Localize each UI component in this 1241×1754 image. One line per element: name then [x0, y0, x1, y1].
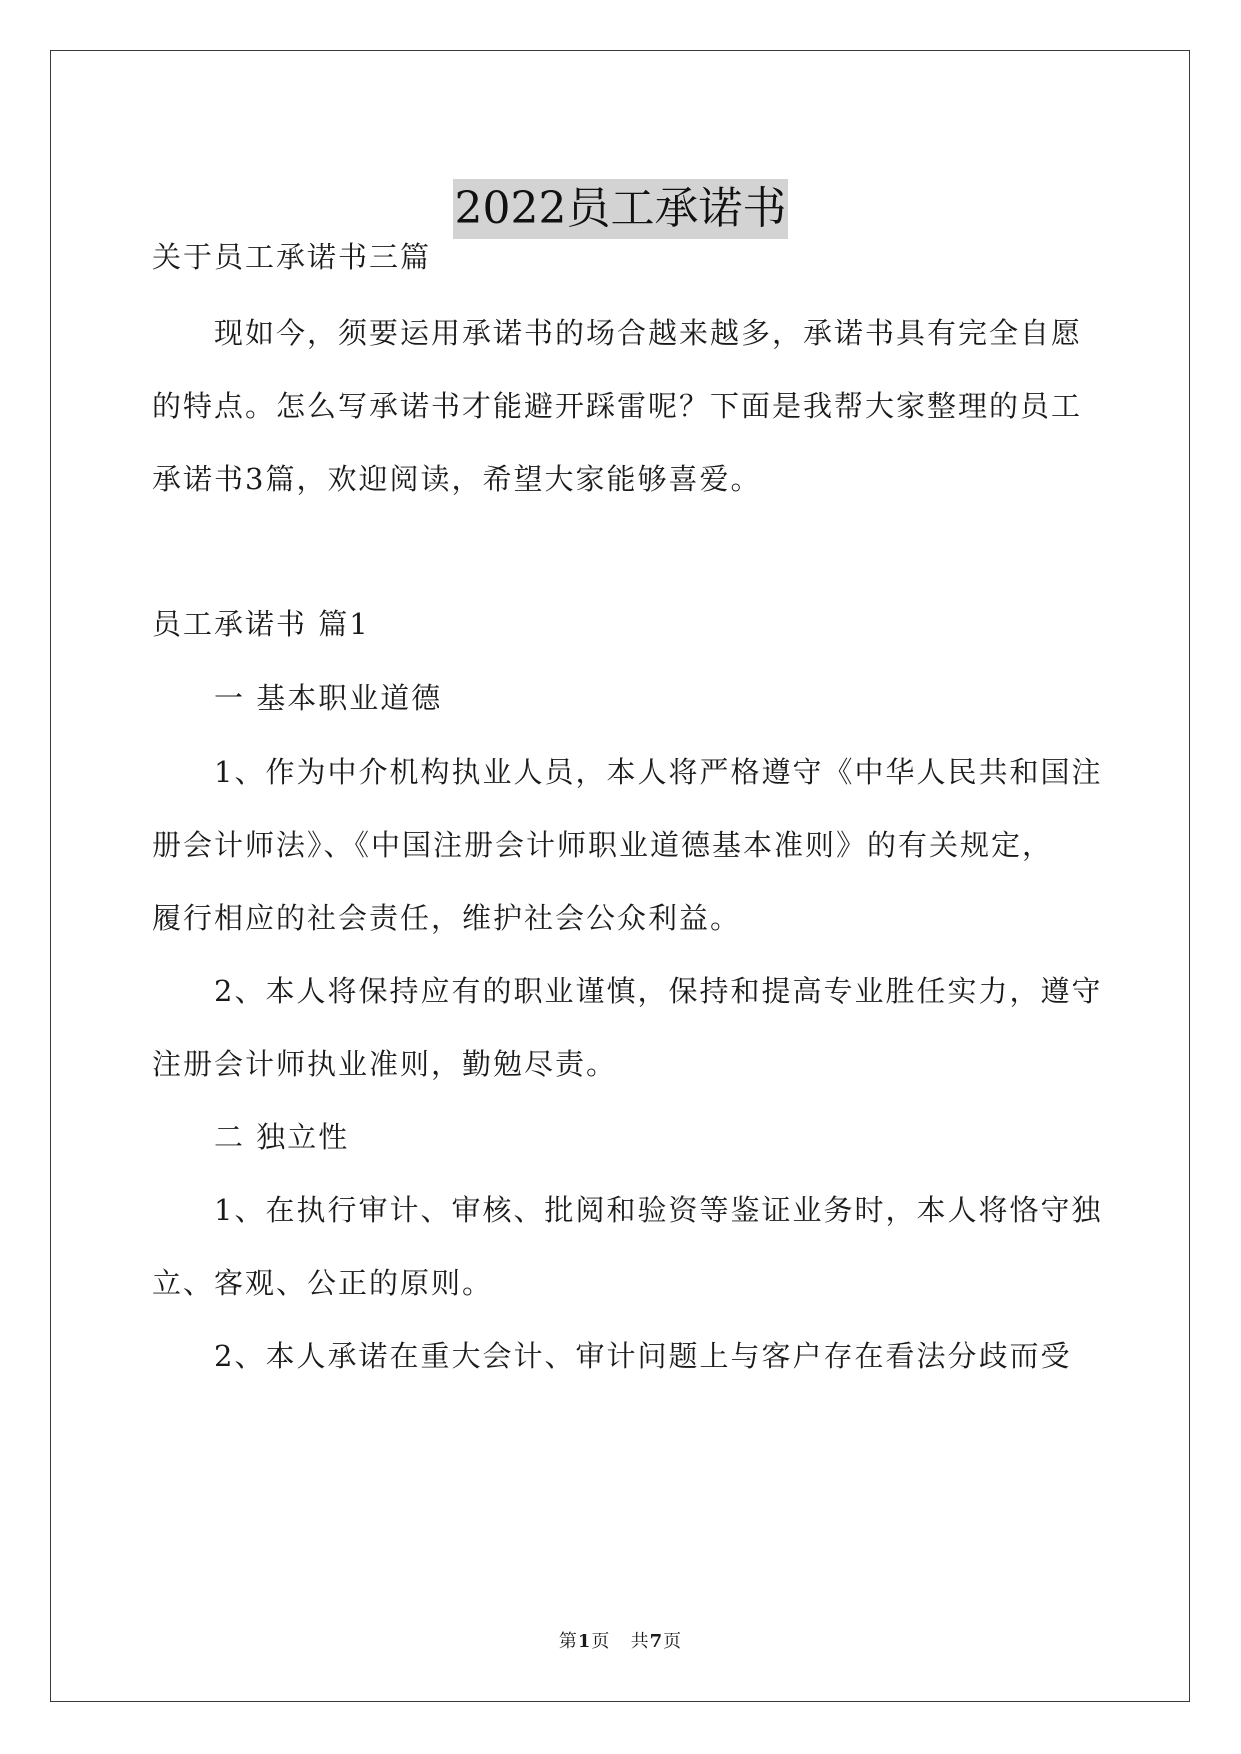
part-heading: 一 基本职业道德 — [214, 681, 443, 715]
intro-line: 承诺书3篇，欢迎阅读，希望大家能够喜爱。 — [152, 462, 762, 496]
intro-line: 现如今，须要运用承诺书的场合越来越多，承诺书具有完全自愿 — [214, 316, 1083, 350]
paragraph-line: 2、本人承诺在重大会计、审计问题上与客户存在看法分歧而受 — [214, 1339, 1072, 1373]
page-border — [50, 50, 1190, 1702]
section-heading: 员工承诺书 篇1 — [152, 607, 370, 641]
page-prefix: 第 — [558, 1631, 578, 1652]
paragraph-line: 履行相应的社会责任，维护社会公众利益。 — [152, 901, 742, 935]
paragraph-line: 册会计师法》、《中国注册会计师职业道德基本准则》的有关规定， — [152, 828, 1054, 862]
paragraph-line: 2、本人将保持应有的职业谨慎，保持和提高专业胜任实力，遵守 — [214, 974, 1103, 1008]
paragraph-line: 注册会计师执业准则，勤勉尽责。 — [152, 1047, 618, 1081]
page-suffix: 页 — [591, 1631, 611, 1652]
page-number: 1 — [577, 1631, 592, 1652]
intro-line: 的特点。怎么写承诺书才能避开踩雷呢？下面是我帮大家整理的员工 — [152, 389, 1083, 423]
part-heading: 二 独立性 — [214, 1120, 350, 1154]
paragraph-line: 1、在执行审计、审核、批阅和验资等鉴证业务时，本人将恪守独 — [214, 1193, 1103, 1227]
document-subtitle: 关于员工承诺书三篇 — [152, 240, 432, 274]
page-footer — [0, 1630, 1241, 1654]
document-title: 2022员工承诺书 — [453, 179, 789, 239]
total-suffix: 页 — [663, 1631, 683, 1652]
paragraph-line: 1、作为中介机构执业人员，本人将严格遵守《中华人民共和国注 — [214, 755, 1103, 789]
total-pages: 7 — [649, 1631, 664, 1652]
total-prefix: 共 — [630, 1631, 650, 1652]
paragraph-line: 立、客观、公正的原则。 — [152, 1266, 494, 1300]
